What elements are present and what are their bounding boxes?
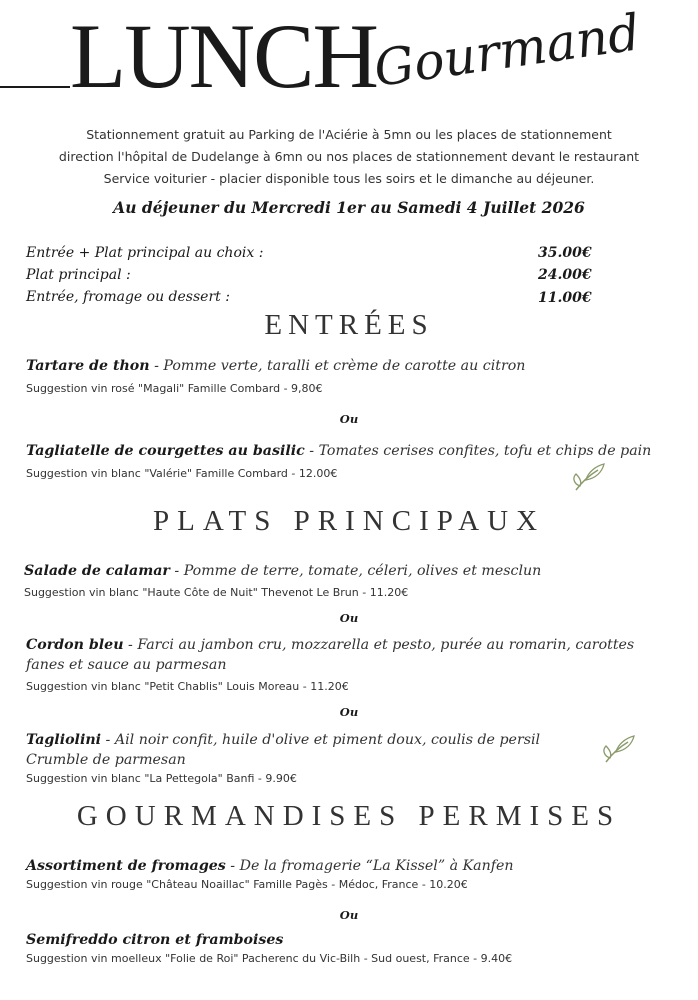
dish-name: Tartare de thon [26,358,150,374]
wine-suggestion-tagliatelle: Suggestion vin blanc "Valérie" Famille Combard - 12.00€ [26,467,338,480]
price-value-entree-fromage-dessert: 11.00€ [538,290,592,306]
dish-description: - Pomme verte, taralli et crème de carotte au citron [149,358,526,374]
menu-title: LUNCH [70,5,377,107]
valet-info-line: Service voiturier - placier disponible tous les soirs et le dimanche au déjeuner. [103,171,595,186]
or-separator: Ou [339,611,359,625]
wine-suggestion-salade: Suggestion vin blanc "Haute Côte de Nuit" Thevenot Le Brun - 11.20€ [24,586,409,599]
dish-name: Assortiment de fromages [26,858,226,874]
wine-suggestion-fromages: Suggestion vin rouge "Château Noaillac" Famille Pagès - Médoc, France - 10.20€ [26,878,468,891]
wine-suggestion-semifreddo: Suggestion vin moelleux "Folie de Roi" Pacherenc du Vic-Bilh - Sud ouest, France - 9.40€ [26,952,513,965]
dish-description: - Tomates cerises confites, tofu et chips de pain [304,443,652,459]
price-value-plat: 24.00€ [538,267,592,283]
dish-semifreddo [26,932,283,948]
dish-tagliatelle [26,443,651,459]
section-title-gourmandises: GOURMANDISES PERMISES [76,800,622,832]
dish-description-line-2: Crumble de parmesan [26,752,186,768]
parking-info-line-2: direction l'hôpital de Dudelange à 6mn ou nos places de stationnement devant le restaurant [58,149,640,164]
dish-description: - Ail noir confit, huile d'olive et piment doux, coulis de persil [101,732,541,748]
section-title-entrees: ENTRÉES [264,309,434,341]
or-separator: Ou [339,705,359,719]
dish-description: - De la fromagerie “La Kissel” à Kanfen [225,858,514,874]
dish-tartare [26,358,525,374]
price-label-entree-fromage-dessert: Entrée, fromage ou dessert : [26,289,230,305]
menu-subtitle-script: Gourmand [370,3,644,98]
date-line: Au déjeuner du Mercredi 1er au Samedi 4 Juillet 2026 [113,198,585,217]
price-value-entree-plat: 35.00€ [538,245,592,261]
dish-cordon-bleu [26,637,634,653]
dish-fromages [26,858,514,874]
section-title-plats: PLATS PRINCIPAUX [152,505,546,537]
leaf-icon [570,460,610,496]
wine-suggestion-cordon: Suggestion vin blanc "Petit Chablis" Louis Moreau - 11.20€ [26,680,349,693]
dish-tagliolini [26,732,540,748]
dish-name: Tagliatelle de courgettes au basilic [26,443,305,459]
dish-salade-calamar [24,563,541,579]
dish-description-continued [26,752,186,768]
leaf-icon [600,732,640,768]
dish-description-continued [26,657,227,673]
dish-description-line-2: fanes et sauce au parmesan [26,657,227,673]
price-label-entree-plat: Entrée + Plat principal au choix : [26,245,264,261]
parking-info-line-1: Stationnement gratuit au Parking de l'Aciérie à 5mn ou les places de stationnement [86,127,612,142]
price-label-plat: Plat principal : [26,267,131,283]
dish-name: Cordon bleu [26,637,124,653]
or-separator: Ou [339,908,359,922]
dish-name: Semifreddo citron et framboises [26,932,284,948]
dish-name: Tagliolini [26,732,102,748]
or-separator: Ou [339,412,359,426]
title-rule [0,86,70,88]
wine-suggestion-tagliolini: Suggestion vin blanc "La Pettegola" Banfi - 9.90€ [26,772,297,785]
dish-description: - Farci au jambon cru, mozzarella et pesto, purée au romarin, carottes [123,637,635,653]
dish-name: Salade de calamar [24,563,170,579]
dish-description: - Pomme de terre, tomate, céleri, olives et mesclun [169,563,542,579]
wine-suggestion-tartare: Suggestion vin rosé "Magali" Famille Combard - 9,80€ [26,382,323,395]
